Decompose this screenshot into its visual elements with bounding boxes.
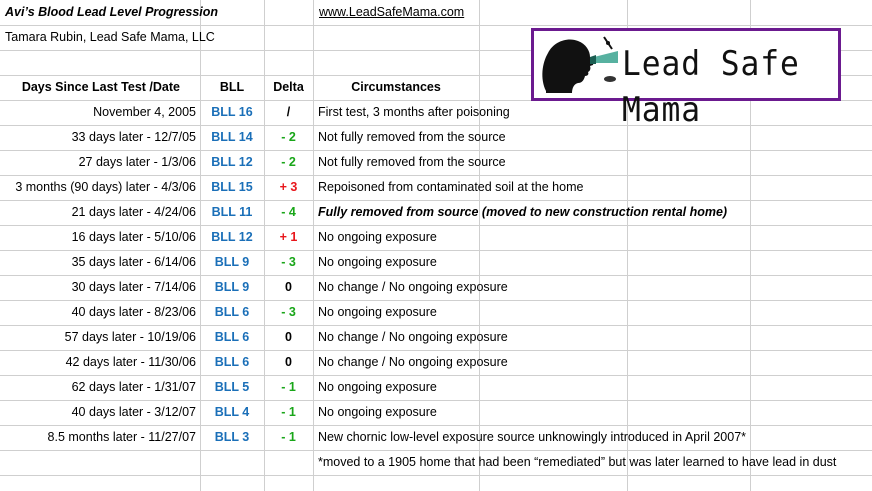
website-link[interactable]: www.LeadSafeMama.com — [319, 5, 465, 19]
row-circumstances[interactable]: Fully removed from source (moved to new construction rental home) — [318, 205, 728, 219]
row-bll[interactable]: BLL 9 — [214, 255, 250, 269]
row-days[interactable]: 35 days later - 6/14/06 — [71, 255, 196, 269]
header-delta[interactable]: Delta — [273, 80, 304, 94]
row-circumstances[interactable]: Not fully removed from the source — [318, 155, 506, 169]
row-bll[interactable]: BLL 9 — [214, 280, 250, 294]
row-bll[interactable]: BLL 5 — [214, 380, 250, 394]
grid-line — [0, 475, 872, 476]
row-bll[interactable]: BLL 6 — [214, 330, 250, 344]
row-days[interactable]: 3 months (90 days) later - 4/3/06 — [15, 180, 196, 194]
row-circumstances[interactable]: No ongoing exposure — [318, 305, 437, 319]
row-delta[interactable]: - 1 — [281, 380, 296, 394]
row-circumstances[interactable]: Repoisoned from contaminated soil at the home — [318, 180, 584, 194]
row-delta[interactable]: 0 — [285, 330, 292, 344]
row-bll[interactable]: BLL 3 — [214, 430, 250, 444]
row-days[interactable]: 30 days later - 7/14/06 — [71, 280, 196, 294]
row-circumstances[interactable]: No ongoing exposure — [318, 230, 437, 244]
row-delta[interactable]: + 1 — [279, 230, 298, 244]
row-delta[interactable]: - 1 — [281, 405, 296, 419]
header-bll[interactable]: BLL — [219, 80, 245, 94]
row-delta[interactable]: / — [286, 105, 291, 119]
row-days[interactable]: 40 days later - 8/23/06 — [71, 305, 196, 319]
row-bll[interactable]: BLL 12 — [211, 155, 253, 169]
row-days[interactable]: 21 days later - 4/24/06 — [71, 205, 196, 219]
row-circumstances[interactable]: No change / No ongoing exposure — [318, 280, 508, 294]
row-circumstances[interactable]: No change / No ongoing exposure — [318, 355, 508, 369]
row-circumstances[interactable]: First test, 3 months after poisoning — [318, 105, 510, 119]
footnote[interactable]: *moved to a 1905 home that had been “remediated” but was later learned to have lead in dust — [318, 455, 837, 469]
row-days[interactable]: 62 days later - 1/31/07 — [71, 380, 196, 394]
row-delta[interactable]: - 3 — [281, 305, 296, 319]
row-days[interactable]: 33 days later - 12/7/05 — [71, 130, 196, 144]
row-days[interactable]: 8.5 months later - 11/27/07 — [47, 430, 196, 444]
row-days[interactable]: 16 days later - 5/10/06 — [71, 230, 196, 244]
row-bll[interactable]: BLL 11 — [211, 205, 253, 219]
row-days[interactable]: 57 days later - 10/19/06 — [64, 330, 196, 344]
row-delta[interactable]: 0 — [285, 355, 292, 369]
row-bll[interactable]: BLL 12 — [211, 230, 253, 244]
sheet-title[interactable]: Avi’s Blood Lead Level Progression — [5, 5, 219, 19]
row-bll[interactable]: BLL 4 — [214, 405, 250, 419]
row-circumstances[interactable]: No ongoing exposure — [318, 255, 437, 269]
row-bll[interactable]: BLL 6 — [214, 355, 250, 369]
row-circumstances[interactable]: New chornic low-level exposure source unknowingly introduced in April 2007* — [318, 430, 747, 444]
row-circumstances[interactable]: No change / No ongoing exposure — [318, 330, 508, 344]
row-circumstances[interactable]: Not fully removed from the source — [318, 130, 506, 144]
row-bll[interactable]: BLL 16 — [211, 105, 253, 119]
row-bll[interactable]: BLL 14 — [211, 130, 253, 144]
woman-silhouette-icon — [538, 33, 622, 97]
grid-line — [313, 0, 314, 491]
row-circumstances[interactable]: No ongoing exposure — [318, 405, 437, 419]
logo-text: Lead Safe Mama — [622, 44, 800, 130]
row-delta[interactable]: - 1 — [281, 430, 296, 444]
row-delta[interactable]: - 4 — [281, 205, 296, 219]
author-line[interactable]: Tamara Rubin, Lead Safe Mama, LLC — [5, 30, 215, 44]
header-circumstances[interactable]: Circumstances — [351, 80, 441, 94]
row-days[interactable]: 42 days later - 11/30/06 — [65, 355, 196, 369]
row-delta[interactable]: + 3 — [279, 180, 298, 194]
lead-safe-mama-logo — [531, 28, 841, 130]
row-circumstances[interactable]: No ongoing exposure — [318, 380, 437, 394]
row-delta[interactable]: - 2 — [281, 155, 296, 169]
row-days[interactable]: November 4, 2005 — [93, 105, 196, 119]
row-delta[interactable]: - 3 — [281, 255, 296, 269]
grid-line — [479, 0, 480, 491]
row-delta[interactable]: - 2 — [281, 130, 296, 144]
row-days[interactable]: 27 days later - 1/3/06 — [78, 155, 196, 169]
row-bll[interactable]: BLL 6 — [214, 305, 250, 319]
row-bll[interactable]: BLL 15 — [211, 180, 253, 194]
header-days[interactable]: Days Since Last Test /Date — [21, 80, 180, 94]
row-days[interactable]: 40 days later - 3/12/07 — [71, 405, 196, 419]
row-delta[interactable]: 0 — [285, 280, 292, 294]
